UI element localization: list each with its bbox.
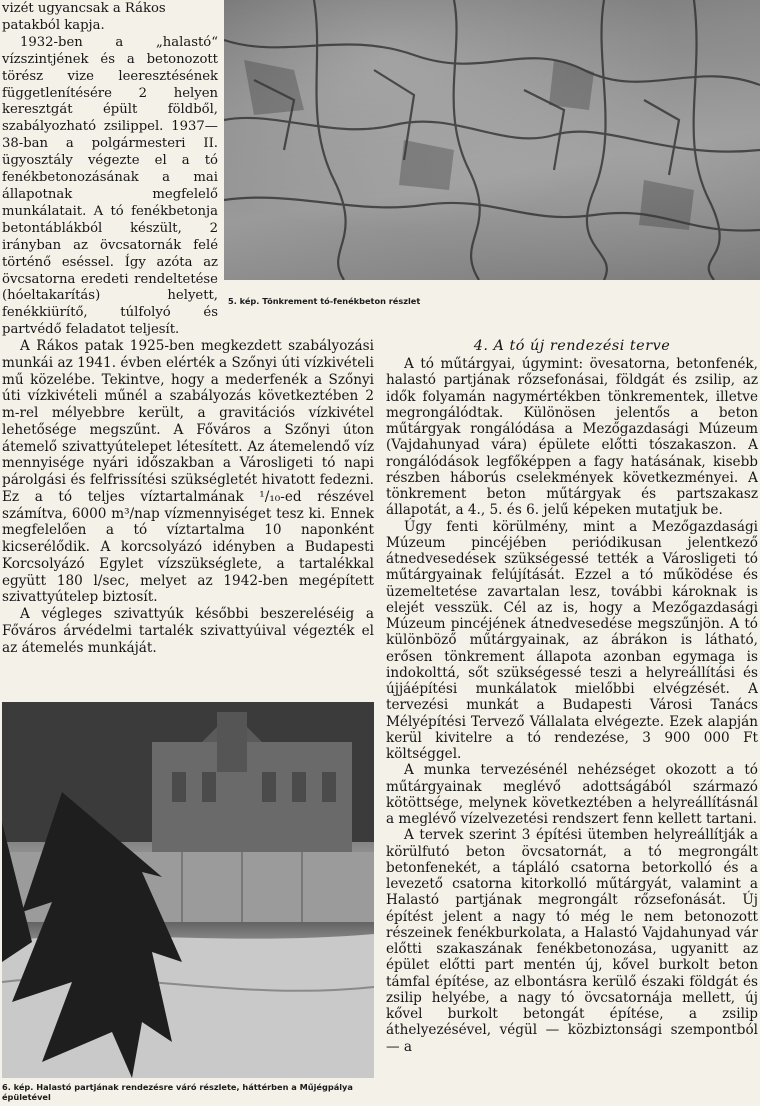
paragraph: Úgy fenti körülmény, mint a Mezőgazdasági Múzeum pincéjében periódikusan jelentkező átnedvesedések szükségessé tették a Városligeti tó műtárgyainak felújítását. Ezzel a tó működése és üzemeltetése zavartalan lesz, további károknak is elejét vesszük. Cél az is, hogy a Mezőgazdasági Múzeum pincéjének átnedvesedése megszűnjön. A tó különböző műtárgyainak, az ábrákon is látható, erősen tönkrement állapota azonban egymaga is indokolttá, sőt szükségessé teszi a helyreállítási és újjáépítési munkálatok mielőbbi elvégzését. A tervezési munkát a Budapesti Városi Tanács Mélyépítési Tervező Vállalata elvégezte. Ezek alapján kerül kivitelre a tó rendezése, 3 900 000 Ft költséggel. (386, 518, 758, 762)
cracked-concrete-illustration (224, 0, 760, 280)
paragraph: A végleges szivattyúk későbbi beszereléséig a Főváros árvédelmi tartalék szivattyúival végezték el az átemelés munkáját. (2, 606, 374, 656)
lake-shore-illustration (2, 702, 374, 1078)
paragraph: A munka tervezésénél nehézséget okozott a tó műtárgyainak meglévő adottságából származó kötöttsége, melynek következtében a helyreállításnál a meglévő vízelvezetési rendszert fenn kellett tartani. (386, 762, 758, 827)
photo-lake-shore-with-ice-rink-building (2, 702, 374, 1078)
photo-cracked-concrete-lake-bed (224, 0, 760, 280)
paragraph: A Rákos patak 1925-ben megkezdett szabályozási munkái az 1941. évben elérték a Szőnyi úti vízkivételi mű közelébe. Tekintve, hogy a mederfenék a Szőnyi úti vízkivételi műnél a szabályozás következtében 2 m-rel mélyebbre került, a gravitációs vízkivétel lehetősége megszűnt. A Főváros a Szőnyi úton átemelő szivattyútelepet létesített. Az átemelendő víz mennyisége nyári időszakban a Városligeti tó napi párolgási és felfrissítési szükségletét hivatott fedezni. Ez a tó teljes víztartalmának ¹/₁₀-ed részével számítva, 6000 m³/nap vízmennyiséget tesz ki. Ennek megfelelően a tó víztartalma 10 naponként kicserélődik. A korcsolyázó idényben a Budapesti Korcsolyázó Egylet vízszükséglete, a tartalékkal együtt 180 l/sec, melyet az 1942-ben megépített szivattyútelep biztosít. (2, 338, 374, 606)
right-text-column (386, 338, 758, 1055)
paragraph: vizét ugyancsak a Rákos patakból kapja. (2, 1, 166, 33)
left-text-column (2, 338, 374, 656)
section-title: 4. A tó új rendezési terve (473, 338, 671, 354)
photo5-caption: 5. kép. Tönkrement tó-fenékbeton részlet (228, 296, 421, 306)
photo6-caption: 6. kép. Halastó partjának rendezésre váró részlete, háttérben a Műjégpálya épületével (2, 1082, 353, 1102)
paragraph: A tervek szerint 3 építési ütemben helyreállítják a körülfutó beton övcsatornát, a tó megrongált betonfenekét, a tápláló csatorna betorkolló és a levezető csatorna kitorkolló műtárgyát, valamint a Halastó partjának megrongált rőzsefonását. Új építést jelent a nagy tó még le nem betonozott részeinek fenékburkolata, a Halastó Vajdahunyad vár előtti szakaszának fenékbetonozása, ugyanitt az épület előtti part mentén új, kővel burkolt beton támfal építése, az elbontásra kerülő északi földgát és zsilip helyébe, a nagy tó övcsatornája mellett, új kővel burkolt betongát építése, a zsilip áthelyezésével, végül — közbiztonsági szempontból — a (386, 827, 758, 1055)
top-left-text-column (2, 1, 218, 339)
paragraph: 1932-ben a „halastó“ vízszintjének és a betonozott törész vize leeresztésének függetlenítésére 2 helyen keresztgát épült földből, szabályozható zsilippel. 1937—38-ban a polgármesteri II. ügyosztály végezte el a tó fenékbetonozásának a mai állapotnak megfelelő munkálatait. A tó fenékbetonja betontáblákból készült, 2 irányban az övcsatornák felé történő eséssel. Így azóta az övcsatorna eredeti rendeltetése (hóeltakarítás) helyett, fenékkiürítő, túlfolyó és partvédő feladatot teljesít. (2, 34, 218, 338)
paragraph: A tó műtárgyai, úgymint: övesatorna, betonfenék, halastó partjának rőzsefonásai, földgát és zsilip, az idők folyamán nagymértékben tönkrementek, illetve megrongálódtak. Különösen jelentős a beton műtárgyak rongálódása a Mezőgazdasági Múzeum (Vajdahunyad vára) épülete előtti tószakaszon. A rongálódások legfőképpen a fagy hatásának, kisebb részben háborús cselekmények következményei. A tönkrement beton műtárgyak és partszakasz állapotát, a 4., 5. és 6. jelű képeken mutatjuk be. (386, 356, 758, 519)
